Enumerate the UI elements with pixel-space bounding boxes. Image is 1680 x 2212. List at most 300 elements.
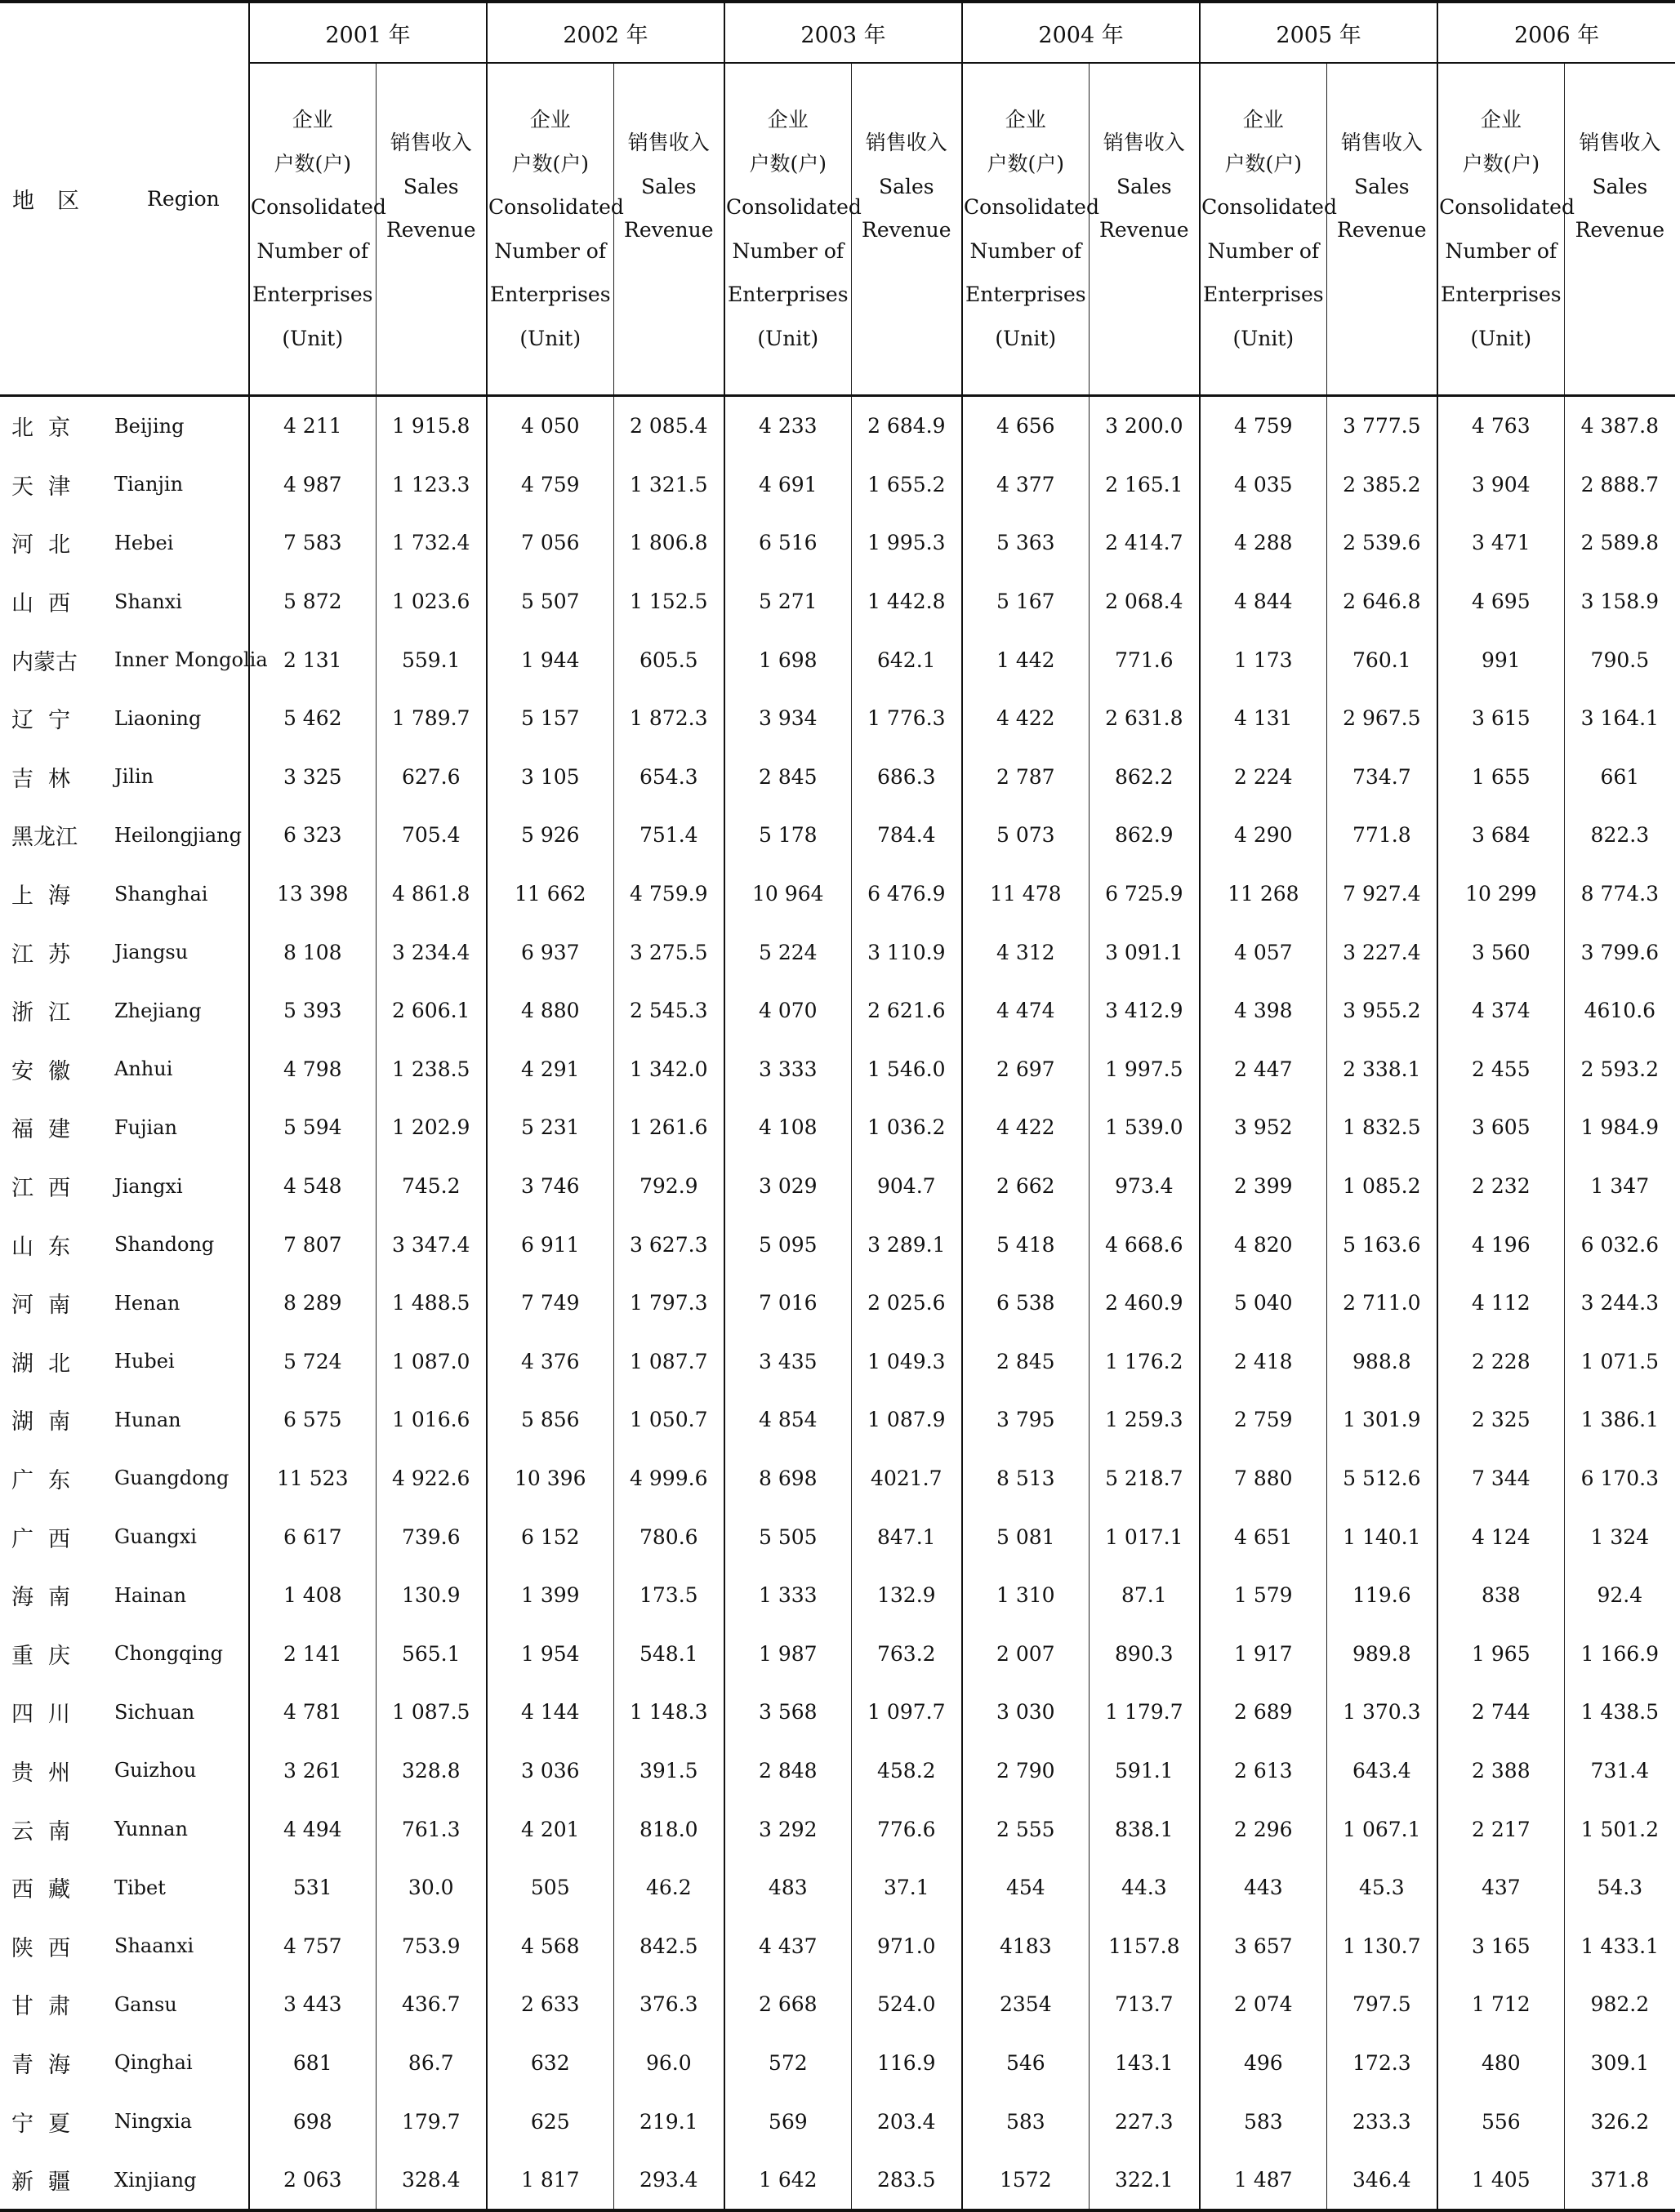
region-cn-cell: 甘肃 [11, 1994, 85, 2020]
enterprises-cell: 4 691 [724, 456, 851, 514]
revenue-cell: 2 606.1 [376, 981, 487, 1040]
header-line: 销售收入 [390, 131, 472, 154]
revenue-cell: 818.0 [613, 1800, 724, 1858]
revenue-cell: 642.1 [851, 630, 962, 689]
enterprises-cell: 4 422 [962, 689, 1089, 748]
revenue-cell: 326.2 [1564, 2092, 1675, 2151]
region-cn-cell: 黑龙江 [11, 825, 78, 851]
revenue-cell: 1 085.2 [1326, 1157, 1437, 1216]
enterprises-cell: 2 845 [724, 748, 851, 807]
enterprises-cell: 4 377 [962, 456, 1089, 514]
revenue-cell: 233.3 [1326, 2092, 1437, 2151]
enterprises-cell: 1 405 [1437, 2151, 1564, 2211]
enterprises-cell: 6 516 [724, 514, 851, 572]
table-row [0, 2092, 1675, 2151]
header-line: 销售收入 [1103, 131, 1185, 154]
enterprises-cell: 2 131 [249, 630, 376, 689]
table-row [0, 1274, 1675, 1333]
revenue-cell: 751.4 [613, 806, 724, 865]
enterprises-cell: 1 987 [724, 1624, 851, 1683]
header-line: 户数(户) [1462, 151, 1540, 176]
table-row [0, 572, 1675, 631]
revenue-cell: 2 967.5 [1326, 689, 1437, 748]
table-row [0, 1333, 1675, 1391]
header-line: Number of [969, 238, 1082, 263]
revenue-cell: 842.5 [613, 1916, 724, 1975]
revenue-cell: 1 370.3 [1326, 1683, 1437, 1742]
revenue-cell: 771.6 [1089, 630, 1200, 689]
table-row [0, 1507, 1675, 1566]
region-cn-cell: 陕西 [11, 1935, 85, 1961]
enterprises-cell: 4 376 [487, 1333, 613, 1391]
revenue-cell: 760.1 [1326, 630, 1437, 689]
enterprises-cell: 6 937 [487, 923, 613, 981]
enterprises-cell: 4 108 [724, 1098, 851, 1157]
table-row [0, 1040, 1675, 1099]
enterprises-cell: 1 310 [962, 1566, 1089, 1625]
revenue-cell: 1 438.5 [1564, 1683, 1675, 1742]
revenue-cell: 1 433.1 [1564, 1916, 1675, 1975]
revenue-cell: 745.2 [376, 1157, 487, 1216]
revenue-cell: 1 087.5 [376, 1683, 487, 1742]
region-cn-cell: 江西 [11, 1176, 85, 1202]
revenue-cell: 3 289.1 [851, 1215, 962, 1274]
enterprises-cell: 3 030 [962, 1683, 1089, 1742]
enterprises-cell: 2 668 [724, 1975, 851, 2034]
header-line: Revenue [624, 218, 714, 242]
enterprises-cell: 2 848 [724, 1742, 851, 1800]
region-cn-cell: 天津 [11, 474, 85, 500]
year-header: 2002 年 [487, 2, 724, 63]
enterprises-cell: 625 [487, 2092, 613, 2151]
revenue-cell: 605.5 [613, 630, 724, 689]
revenue-cell: 6 032.6 [1564, 1215, 1675, 1274]
revenue-cell: 1 097.7 [851, 1683, 962, 1742]
revenue-cell: 346.4 [1326, 2151, 1437, 2211]
revenue-cell: 2 068.4 [1089, 572, 1200, 631]
enterprises-cell: 5 231 [487, 1098, 613, 1157]
region-en-cell: Gansu [114, 1992, 177, 2016]
revenue-cell: 982.2 [1564, 1975, 1675, 2034]
enterprises-cell: 4 374 [1437, 981, 1564, 1040]
revenue-cell: 5 512.6 [1326, 1449, 1437, 1508]
enterprises-cell: 4 651 [1200, 1507, 1326, 1566]
enterprises-cell: 2 007 [962, 1624, 1089, 1683]
header-line: Enterprises [1203, 283, 1324, 306]
enterprises-cell: 437 [1437, 1858, 1564, 1917]
header-line: 企业 [1242, 108, 1284, 131]
revenue-cell: 971.0 [851, 1916, 962, 1975]
revenue-column-header [1089, 63, 1200, 396]
revenue-cell: 862.9 [1089, 806, 1200, 865]
region-cn-cell: 浙江 [11, 1000, 85, 1026]
region-en-cell: Hunan [114, 1408, 181, 1431]
revenue-cell: 792.9 [613, 1157, 724, 1216]
header-line: Revenue [1575, 218, 1665, 242]
enterprises-cell: 1572 [962, 2151, 1089, 2211]
table-row [0, 1449, 1675, 1508]
region-en-cell: Shaanxi [114, 1934, 194, 1958]
header-line: Sales [1592, 174, 1648, 198]
revenue-cell: 227.3 [1089, 2092, 1200, 2151]
revenue-cell: 219.1 [613, 2092, 724, 2151]
enterprises-cell: 1 642 [724, 2151, 851, 2211]
enterprises-cell: 1 333 [724, 1566, 851, 1625]
enterprises-cell: 2 224 [1200, 748, 1326, 807]
region-en-cell: Liaoning [114, 706, 202, 730]
revenue-cell: 1 995.3 [851, 514, 962, 572]
revenue-cell: 1 776.3 [851, 689, 962, 748]
revenue-cell: 1 546.0 [851, 1040, 962, 1099]
enterprises-cell: 556 [1437, 2092, 1564, 2151]
enterprises-cell: 5 095 [724, 1215, 851, 1274]
revenue-cell: 203.4 [851, 2092, 962, 2151]
revenue-cell: 3 164.1 [1564, 689, 1675, 748]
region-en-cell: Hainan [114, 1583, 187, 1607]
header-line: 企业 [1480, 108, 1522, 131]
enterprises-cell: 3 657 [1200, 1916, 1326, 1975]
region-header-cell [0, 2, 249, 396]
enterprises-cell: 1 399 [487, 1566, 613, 1625]
enterprises-cell: 2 063 [249, 2151, 376, 2211]
enterprises-cell: 11 523 [249, 1449, 376, 1508]
enterprises-cell: 8 513 [962, 1449, 1089, 1508]
region-cn-cell: 青海 [11, 2052, 85, 2078]
region-cn-cell: 湖南 [11, 1409, 85, 1435]
enterprises-cell: 7 880 [1200, 1449, 1326, 1508]
enterprises-cell: 13 398 [249, 865, 376, 924]
revenue-cell: 87.1 [1089, 1566, 1200, 1625]
revenue-cell: 132.9 [851, 1566, 962, 1625]
revenue-cell: 1 997.5 [1089, 1040, 1200, 1099]
revenue-cell: 988.8 [1326, 1333, 1437, 1391]
enterprises-cell: 4 494 [249, 1800, 376, 1858]
enterprises-cell: 5 856 [487, 1391, 613, 1449]
header-line: Revenue [1099, 218, 1189, 242]
revenue-cell: 1 087.9 [851, 1391, 962, 1449]
header-line: 销售收入 [865, 131, 947, 154]
enterprises-cell: 7 749 [487, 1274, 613, 1333]
revenue-cell: 1 166.9 [1564, 1624, 1675, 1683]
header-line: Revenue [862, 218, 951, 242]
table-row [0, 456, 1675, 514]
enterprises-cell: 6 152 [487, 1507, 613, 1566]
enterprises-cell: 4 568 [487, 1916, 613, 1975]
enterprises-cell: 5 505 [724, 1507, 851, 1566]
header-line: 企业 [529, 108, 571, 131]
header-line: Consolidated [251, 195, 386, 219]
enterprises-cell: 4 290 [1200, 806, 1326, 865]
enterprises-cell: 1 944 [487, 630, 613, 689]
header-line: (Unit) [282, 326, 344, 350]
revenue-cell: 1 050.7 [613, 1391, 724, 1449]
year-header: 2001 年 [249, 2, 487, 63]
revenue-cell: 1 539.0 [1089, 1098, 1200, 1157]
table-row [0, 1098, 1675, 1157]
region-cn-cell: 吉林 [11, 766, 85, 792]
enterprises-cell: 569 [724, 2092, 851, 2151]
table-row [0, 748, 1675, 807]
table-row [0, 806, 1675, 865]
enterprises-cell: 3 684 [1437, 806, 1564, 865]
revenue-cell: 686.3 [851, 748, 962, 807]
enterprises-cell: 4 880 [487, 981, 613, 1040]
revenue-cell: 4 861.8 [376, 865, 487, 924]
enterprises-cell: 483 [724, 1858, 851, 1917]
revenue-cell: 6 476.9 [851, 865, 962, 924]
enterprises-cell: 11 662 [487, 865, 613, 924]
enterprises-cell: 2 555 [962, 1800, 1089, 1858]
year-header-row [0, 2, 1675, 63]
revenue-cell: 847.1 [851, 1507, 962, 1566]
header-line: (Unit) [1232, 326, 1295, 350]
region-en-cell: Jiangsu [114, 941, 189, 964]
revenue-cell: 1 347 [1564, 1157, 1675, 1216]
revenue-cell: 173.5 [613, 1566, 724, 1625]
enterprises-cell: 7 016 [724, 1274, 851, 1333]
revenue-cell: 1 123.3 [376, 456, 487, 514]
enterprises-cell: 3 471 [1437, 514, 1564, 572]
year-header: 2004 年 [962, 2, 1200, 63]
revenue-cell: 3 244.3 [1564, 1274, 1675, 1333]
enterprises-cell: 3 560 [1437, 923, 1564, 981]
enterprises-cell: 4 757 [249, 1916, 376, 1975]
revenue-cell: 8 774.3 [1564, 865, 1675, 924]
revenue-cell: 322.1 [1089, 2151, 1200, 2211]
enterprises-cell: 2 787 [962, 748, 1089, 807]
header-line: Sales [403, 174, 459, 198]
revenue-cell: 119.6 [1326, 1566, 1437, 1625]
header-line: 户数(户) [511, 151, 590, 176]
region-en-cell: Hebei [114, 531, 174, 554]
enterprises-cell: 496 [1200, 2034, 1326, 2093]
enterprises-cell: 7 344 [1437, 1449, 1564, 1508]
enterprises-cell: 3 105 [487, 748, 613, 807]
enterprises-cell: 1 698 [724, 630, 851, 689]
enterprises-cell: 4 233 [724, 396, 851, 456]
region-cn-cell: 辽宁 [11, 708, 85, 734]
region-cn-cell: 西藏 [11, 1877, 85, 1903]
revenue-cell: 2 545.3 [613, 981, 724, 1040]
region-en-cell: Shanxi [114, 590, 182, 613]
enterprises-column-header [249, 63, 386, 396]
enterprises-cell: 7 807 [249, 1215, 376, 1274]
enterprises-cell: 2 217 [1437, 1800, 1564, 1858]
enterprises-cell: 4 291 [487, 1040, 613, 1099]
revenue-cell: 3 799.6 [1564, 923, 1675, 981]
header-line: Revenue [1337, 218, 1427, 242]
enterprises-cell: 7 056 [487, 514, 613, 572]
revenue-cell: 45.3 [1326, 1858, 1437, 1917]
revenue-cell: 1 238.5 [376, 1040, 487, 1099]
header-line: Sales [1116, 174, 1172, 198]
revenue-cell: 1 732.4 [376, 514, 487, 572]
enterprises-cell: 10 299 [1437, 865, 1564, 924]
enterprises-cell: 6 323 [249, 806, 376, 865]
table-body [0, 396, 1675, 2211]
revenue-cell: 436.7 [376, 1975, 487, 2034]
revenue-cell: 862.2 [1089, 748, 1200, 807]
revenue-cell: 96.0 [613, 2034, 724, 2093]
enterprises-cell: 4 288 [1200, 514, 1326, 572]
revenue-cell: 2 385.2 [1326, 456, 1437, 514]
enterprises-cell: 2 074 [1200, 1975, 1326, 2034]
region-en-cell: Beijing [114, 414, 185, 438]
revenue-cell: 4610.6 [1564, 981, 1675, 1040]
enterprises-cell: 4 070 [724, 981, 851, 1040]
enterprises-cell: 1 408 [249, 1566, 376, 1625]
region-en-header: Region [147, 187, 220, 211]
region-en-cell: Qinghai [114, 2051, 193, 2075]
region-en-cell: Hubei [114, 1350, 175, 1373]
revenue-cell: 371.8 [1564, 2151, 1675, 2211]
header-line: Sales [1353, 174, 1410, 198]
enterprises-column-header [1437, 63, 1575, 396]
revenue-cell: 1 130.7 [1326, 1916, 1437, 1975]
header-line: (Unit) [757, 326, 819, 350]
enterprises-cell: 1 954 [487, 1624, 613, 1683]
revenue-cell: 92.4 [1564, 1566, 1675, 1625]
enterprises-cell: 5 167 [962, 572, 1089, 631]
enterprises-cell: 4 398 [1200, 981, 1326, 1040]
revenue-cell: 328.8 [376, 1742, 487, 1800]
revenue-cell: 1 023.6 [376, 572, 487, 631]
revenue-cell: 1 179.7 [1089, 1683, 1200, 1742]
enterprises-cell: 2 790 [962, 1742, 1089, 1800]
table-row [0, 923, 1675, 981]
enterprises-cell: 4 211 [249, 396, 376, 456]
revenue-cell: 643.4 [1326, 1742, 1437, 1800]
enterprises-cell: 5 157 [487, 689, 613, 748]
enterprises-cell: 5 081 [962, 1507, 1089, 1566]
revenue-cell: 591.1 [1089, 1742, 1200, 1800]
revenue-cell: 1 789.7 [376, 689, 487, 748]
revenue-cell: 973.4 [1089, 1157, 1200, 1216]
region-en-cell: Henan [114, 1291, 180, 1315]
enterprises-cell: 4 798 [249, 1040, 376, 1099]
enterprises-cell: 2 399 [1200, 1157, 1326, 1216]
revenue-cell: 1 259.3 [1089, 1391, 1200, 1449]
enterprises-cell: 681 [249, 2034, 376, 2093]
enterprises-cell: 2 388 [1437, 1742, 1564, 1800]
revenue-cell: 1 301.9 [1326, 1391, 1437, 1449]
enterprises-cell: 2 296 [1200, 1800, 1326, 1858]
revenue-cell: 1 087.0 [376, 1333, 487, 1391]
revenue-cell: 1 049.3 [851, 1333, 962, 1391]
table-row [0, 1975, 1675, 2034]
revenue-cell: 1 872.3 [613, 689, 724, 748]
enterprises-cell: 4183 [962, 1916, 1089, 1975]
enterprises-cell: 6 911 [487, 1215, 613, 1274]
region-en-cell: Xinjiang [106, 2151, 249, 2211]
header-line: Enterprises [1441, 283, 1562, 306]
enterprises-cell: 4 035 [1200, 456, 1326, 514]
revenue-cell: 1 342.0 [613, 1040, 724, 1099]
enterprises-cell: 4 854 [724, 1391, 851, 1449]
header-line: 户数(户) [749, 151, 827, 176]
enterprises-cell: 480 [1437, 2034, 1564, 2093]
header-line: Consolidated [1439, 195, 1575, 219]
region-cn-cell: 四川 [11, 1702, 85, 1728]
region-cn-cell: 北京 [11, 416, 85, 442]
revenue-cell: 739.6 [376, 1507, 487, 1566]
enterprises-cell: 4 759 [487, 456, 613, 514]
revenue-cell: 1 202.9 [376, 1098, 487, 1157]
revenue-cell: 761.3 [376, 1800, 487, 1858]
table-row [0, 514, 1675, 572]
enterprises-cell: 1 442 [962, 630, 1089, 689]
header-line: Consolidated [1201, 195, 1337, 219]
enterprises-cell: 4 548 [249, 1157, 376, 1216]
enterprises-cell: 1 655 [1437, 748, 1564, 807]
header-line: Consolidated [964, 195, 1099, 219]
revenue-cell: 1 915.8 [376, 396, 487, 456]
table-row [0, 1858, 1675, 1917]
region-en-cell: Guizhou [114, 1759, 197, 1783]
region-en-cell: Anhui [114, 1057, 173, 1081]
table-row [0, 1624, 1675, 1683]
region-cn-cell: 宁夏 [11, 2111, 85, 2137]
region-cn-cell: 山东 [11, 1234, 85, 1260]
revenue-cell: 2 684.9 [851, 396, 962, 456]
region-cn-cell: 湖北 [11, 1351, 85, 1377]
enterprises-cell: 531 [249, 1858, 376, 1917]
revenue-cell: 293.4 [613, 2151, 724, 2211]
enterprises-cell: 3 325 [249, 748, 376, 807]
enterprises-cell: 5 872 [249, 572, 376, 631]
header-line: 企业 [767, 108, 809, 131]
enterprises-cell: 2 697 [962, 1040, 1089, 1099]
region-cn-cell: 上海 [11, 883, 85, 910]
revenue-cell: 1 442.8 [851, 572, 962, 631]
region-cn-cell: 河南 [11, 1293, 85, 1319]
table-row [0, 1215, 1675, 1274]
enterprises-cell: 4 131 [1200, 689, 1326, 748]
revenue-cell: 309.1 [1564, 2034, 1675, 2093]
region-cn-cell: 云南 [11, 1818, 85, 1845]
year-header: 2005 年 [1200, 2, 1437, 63]
revenue-cell: 2 888.7 [1564, 456, 1675, 514]
header-line: Revenue [385, 218, 476, 242]
revenue-cell: 780.6 [613, 1507, 724, 1566]
enterprises-cell: 3 443 [249, 1975, 376, 2034]
enterprises-column-header [724, 63, 862, 396]
year-header: 2006 年 [1437, 2, 1675, 63]
region-en-cell: Inner Mongolia [114, 648, 268, 672]
enterprises-cell: 2 455 [1437, 1040, 1564, 1099]
revenue-cell: 797.5 [1326, 1975, 1437, 2034]
revenue-cell: 790.5 [1564, 630, 1675, 689]
revenue-cell: 559.1 [376, 630, 487, 689]
enterprises-cell: 2 141 [249, 1624, 376, 1683]
table-row [0, 2034, 1675, 2093]
revenue-cell: 2 025.6 [851, 1274, 962, 1333]
region-en-cell: Heilongjiang [114, 823, 242, 847]
enterprises-cell: 5 040 [1200, 1274, 1326, 1333]
header-line: Enterprises [965, 283, 1086, 306]
enterprises-cell: 4 844 [1200, 572, 1326, 631]
enterprises-cell: 2 845 [962, 1333, 1089, 1391]
table-row [0, 630, 1675, 689]
enterprises-cell: 3 605 [1437, 1098, 1564, 1157]
revenue-cell: 3 955.2 [1326, 981, 1437, 1040]
revenue-cell: 2 539.6 [1326, 514, 1437, 572]
enterprises-cell: 2 325 [1437, 1391, 1564, 1449]
enterprises-cell: 4 312 [962, 923, 1089, 981]
enterprises-cell: 8 289 [249, 1274, 376, 1333]
table-row [0, 865, 1675, 924]
enterprises-cell: 546 [962, 2034, 1089, 2093]
